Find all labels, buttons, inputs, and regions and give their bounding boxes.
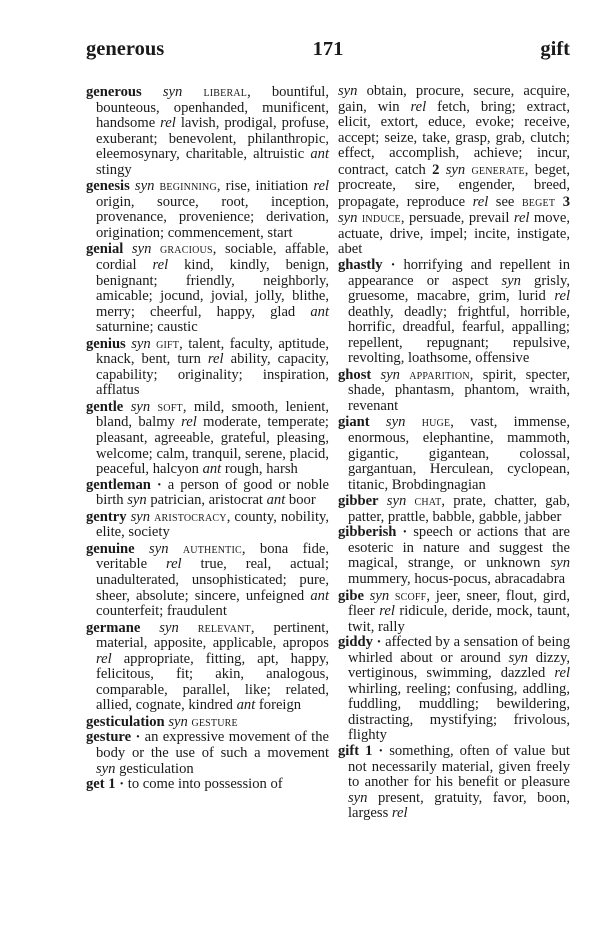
usage-label: rel bbox=[391, 805, 408, 822]
sense-number: 3 bbox=[562, 193, 570, 210]
definition-text: lavish, prodigal, profuse, exuberant; benevolent, philanthropic, eleemosynary, charitable, altruistic bbox=[96, 115, 330, 163]
definition-bullet: · bbox=[376, 634, 382, 651]
definition-text: mummery, hocus-pocus, abracadabra bbox=[348, 570, 566, 587]
usage-label: syn bbox=[386, 493, 407, 510]
usage-label: syn bbox=[130, 398, 151, 415]
dictionary-entry bbox=[86, 777, 329, 793]
definition-text: gesticulation bbox=[115, 760, 194, 777]
dictionary-entry bbox=[86, 84, 329, 178]
definition-text: speech or actions that are esoteric in nature and suggest the magical, strange, or unknown bbox=[348, 524, 571, 572]
definition-text bbox=[405, 414, 421, 430]
headword: generous bbox=[86, 84, 142, 100]
usage-label: syn bbox=[550, 555, 570, 572]
headword: ghastly bbox=[338, 257, 383, 274]
definition-bullet: · bbox=[156, 476, 162, 493]
definition-text: counterfeit; fraudulent bbox=[96, 603, 227, 620]
definition-text: kind, kindly, benign, benignant; friendly, neighborly, amicable; jocund, jovial, jolly, blithe, merry; cheerful, happy, glad bbox=[96, 257, 329, 320]
definition-text: , bountiful, bounteous, openhanded, munificent, handsome bbox=[96, 84, 329, 132]
definition-text bbox=[150, 399, 157, 415]
usage-label: syn bbox=[369, 587, 390, 604]
dictionary-entry bbox=[86, 541, 329, 620]
usage-label: syn bbox=[385, 414, 406, 431]
headword: giddy bbox=[338, 634, 373, 651]
definition-bullet: · bbox=[135, 729, 141, 746]
cross-reference: beget bbox=[521, 193, 556, 209]
headword: gentleman bbox=[86, 476, 151, 493]
headword: genius bbox=[86, 335, 126, 352]
definition-text: to come into possession of bbox=[124, 776, 283, 793]
dictionary-entry bbox=[338, 414, 570, 493]
headword: gift bbox=[338, 742, 360, 759]
dictionary-entry bbox=[338, 588, 570, 636]
definition-text: appropriate, fitting, apt, happy, felicitous, fit; akin, analogous, comparable, parallel, like; related, allied, cognate, kindred bbox=[96, 650, 329, 714]
definition-text: foreign bbox=[255, 697, 302, 714]
headword: genuine bbox=[86, 540, 135, 557]
cross-reference: chat bbox=[414, 493, 442, 509]
usage-label: rel bbox=[554, 665, 570, 682]
usage-label: ant bbox=[266, 492, 286, 509]
definition-text: , mild, smooth, lenient, bland, balmy bbox=[96, 398, 329, 431]
right-column bbox=[338, 84, 570, 822]
sense-number: 1 bbox=[108, 776, 116, 793]
dictionary-entry bbox=[86, 509, 329, 541]
definition-text: saturnine; caustic bbox=[96, 319, 198, 336]
dictionary-entry bbox=[86, 241, 329, 335]
usage-label: syn bbox=[130, 508, 151, 525]
definition-text: horrifying and repellent in appearance or aspect bbox=[348, 257, 570, 289]
dictionary-entry bbox=[86, 478, 329, 509]
usage-label: syn bbox=[162, 84, 183, 100]
usage-label: rel bbox=[554, 288, 570, 305]
guide-word-left: generous bbox=[86, 38, 165, 60]
usage-label: syn bbox=[338, 210, 358, 227]
usage-label: rel bbox=[313, 178, 330, 195]
dictionary-entry bbox=[338, 744, 570, 822]
definition-text: moderate, temperate; pleasant, agreeable, grateful, pleasing, welcome; calm, tranquil, serene, placid, peaceful, halcyon bbox=[96, 414, 329, 478]
usage-label: syn bbox=[149, 540, 169, 557]
definition-text: , jeer, sneer, flout, gird, fleer bbox=[348, 587, 570, 620]
definition-text: fetch, bring; extract, elicit, extort, educe, evoke; receive, accept; seize, take, grasp, grab, clutch; effect, accomplish, achieve; incur, contract, catch bbox=[338, 98, 571, 178]
usage-label: rel bbox=[472, 193, 489, 210]
definition-text: deathly, deadly; frightful, horrible, horrific, dreadful, fearful, appalling; repellent, repugnant; repulsive, revolting, loathsome, offensive bbox=[348, 303, 570, 367]
headword: ghost bbox=[338, 366, 372, 383]
usage-label: syn bbox=[131, 241, 152, 258]
usage-label: rel bbox=[410, 98, 427, 115]
definition-text: whirling, reeling; confusing, addling, fuddling, muddling; bewildering, distracting, mystifying; frivolous, flighty bbox=[348, 680, 570, 744]
definition-bullet: · bbox=[402, 524, 408, 541]
definition-text: , persuade, prevail bbox=[400, 210, 514, 227]
headword: genial bbox=[86, 241, 124, 258]
definition-text: a person of good or noble birth bbox=[96, 476, 329, 509]
headword: gesticulation bbox=[86, 713, 165, 730]
definition-text: boor bbox=[285, 492, 316, 509]
definition-bullet: · bbox=[390, 257, 396, 274]
definition-text: see bbox=[488, 193, 522, 210]
cross-reference: gracious bbox=[160, 241, 213, 257]
entry-continuation bbox=[338, 84, 570, 258]
usage-label: syn bbox=[131, 335, 151, 352]
definition-text bbox=[182, 84, 203, 100]
dictionary-entry bbox=[338, 635, 570, 744]
dictionary-entry bbox=[338, 525, 570, 587]
definition-text: , county, nobility, elite, society bbox=[96, 508, 329, 541]
cross-reference: liberal bbox=[203, 84, 248, 99]
cross-reference: aristocracy bbox=[154, 508, 227, 524]
headword: genesis bbox=[86, 178, 130, 195]
definition-text bbox=[169, 541, 183, 557]
cross-reference: generate bbox=[471, 161, 525, 177]
left-column bbox=[86, 84, 329, 793]
usage-label: syn bbox=[127, 492, 147, 509]
running-head bbox=[86, 38, 570, 66]
definition-text: dizzy, vertiginous, swimming, dazzled bbox=[348, 649, 570, 682]
definition-text: , sociable, affable, cordial bbox=[96, 241, 329, 274]
cross-reference: relevant bbox=[197, 619, 251, 635]
dictionary-entry bbox=[86, 714, 329, 731]
definition-text: grisly, gruesome, macabre, grim, lurid bbox=[348, 272, 570, 305]
usage-label: rel bbox=[160, 115, 176, 132]
cross-reference: huge bbox=[421, 414, 451, 430]
usage-label: ant bbox=[236, 697, 256, 714]
definition-text: , pertinent, material, apposite, applicable, apropos bbox=[96, 619, 329, 652]
definition-text: stingy bbox=[96, 161, 132, 178]
headword: gibber bbox=[338, 493, 379, 510]
definition-text: something, often of value but not necessarily material, given freely to another for his benefit or pleasure bbox=[348, 742, 570, 791]
usage-label: syn bbox=[159, 619, 179, 636]
cross-reference: scoff bbox=[394, 587, 427, 603]
definition-text bbox=[555, 194, 563, 210]
definition-text: rough, harsh bbox=[221, 461, 298, 478]
usage-label: rel bbox=[513, 210, 530, 227]
usage-label: rel bbox=[152, 257, 169, 274]
sense-number: 1 bbox=[365, 742, 373, 759]
usage-label: syn bbox=[348, 789, 368, 806]
usage-label: ant bbox=[202, 461, 222, 478]
definition-text: , talent, faculty, aptitude, knack, bent, turn bbox=[96, 335, 329, 368]
headword: germane bbox=[86, 619, 141, 636]
definition-text: , rise, initiation bbox=[216, 178, 314, 195]
usage-label: ant bbox=[310, 303, 329, 320]
usage-label: syn bbox=[168, 713, 188, 730]
usage-label: rel bbox=[181, 414, 197, 431]
dictionary-entry bbox=[86, 336, 329, 399]
guide-word-right: gift bbox=[540, 38, 570, 60]
usage-label: syn bbox=[338, 83, 358, 99]
headword: get bbox=[86, 776, 105, 793]
usage-label: syn bbox=[445, 161, 466, 178]
definition-text: ability, capacity, capability; originality; inspiration, afflatus bbox=[96, 351, 329, 399]
usage-label: syn bbox=[134, 178, 155, 195]
headword: gibe bbox=[338, 587, 364, 604]
cross-reference: apparition bbox=[409, 366, 470, 382]
usage-label: syn bbox=[96, 760, 116, 777]
cross-reference: beginning bbox=[159, 178, 217, 194]
definition-text: obtain, procure, secure, acquire, gain, win bbox=[338, 83, 570, 115]
usage-label: syn bbox=[508, 649, 528, 666]
cross-reference: induce bbox=[361, 210, 401, 226]
usage-label: syn bbox=[501, 272, 521, 289]
definition-text: present, gratuity, favor, boon, largess bbox=[348, 789, 570, 822]
definition-text: , prate, chatter, gab, patter, prattle, babble, gabble, jabber bbox=[348, 493, 571, 525]
dictionary-entry bbox=[86, 620, 329, 714]
definition-text: true, real, actual; unadulterated, unsophisticated; pure, sheer, absolute; sincere, unfeigned bbox=[96, 556, 329, 604]
definition-text bbox=[179, 620, 198, 636]
definition-text: an expressive movement of the body or the use of such a movement bbox=[96, 729, 329, 761]
usage-label: ant bbox=[310, 146, 329, 163]
usage-label: rel bbox=[165, 556, 182, 573]
definition-text: , spirit, specter, shade, phantasm, phantom, wraith, revenant bbox=[348, 366, 570, 414]
cross-reference: soft bbox=[157, 398, 183, 414]
definition-text: origin, source, root, inception, provenance, provenience; derivation, origination; commencement, start bbox=[96, 193, 329, 241]
dictionary-entry bbox=[338, 367, 570, 415]
headword: gesture bbox=[86, 729, 132, 746]
definition-text: , vast, immense, enormous, elephantine, mammoth, gigantic, gigantean, colossal, gargantuan, Herculean, cyclopean, titanic, Brobdingnagian bbox=[348, 414, 570, 493]
definition-text: , bona fide, veritable bbox=[96, 540, 329, 573]
usage-label: rel bbox=[207, 351, 224, 368]
headword: gentry bbox=[86, 508, 127, 525]
cross-reference: gift bbox=[156, 335, 180, 351]
usage-label: rel bbox=[96, 650, 112, 667]
dictionary-entry bbox=[86, 730, 329, 777]
dictionary-entry bbox=[338, 493, 570, 525]
usage-label: ant bbox=[310, 587, 329, 604]
definition-text: patrician, aristocrat bbox=[146, 492, 267, 509]
headword: gentle bbox=[86, 398, 124, 415]
usage-label: rel bbox=[379, 603, 395, 620]
definition-bullet: · bbox=[119, 776, 125, 793]
dictionary-entry bbox=[338, 258, 570, 367]
page-number: 171 bbox=[312, 38, 344, 60]
headword: gibberish bbox=[338, 524, 397, 541]
definition-text: affected by a sensation of being whirled about or around bbox=[348, 634, 570, 666]
definition-text bbox=[400, 367, 409, 383]
definition-bullet: · bbox=[378, 742, 384, 759]
definition-text bbox=[151, 241, 160, 257]
definition-text: ridicule, deride, mock, taunt, twit, rally bbox=[348, 603, 570, 635]
dictionary-entry bbox=[86, 178, 329, 241]
usage-label: syn bbox=[380, 366, 400, 383]
definition-text: , beget, procreate, sire, engender, breed, propagate, reproduce bbox=[338, 161, 570, 210]
cross-reference: gesture bbox=[191, 713, 238, 729]
headword: giant bbox=[338, 414, 370, 431]
sense-number: 2 bbox=[432, 161, 440, 178]
cross-reference: authentic bbox=[182, 540, 242, 556]
dictionary-entry bbox=[86, 399, 329, 478]
definition-text: move, actuate, drive, impel; incite, instigate, abet bbox=[338, 210, 570, 258]
